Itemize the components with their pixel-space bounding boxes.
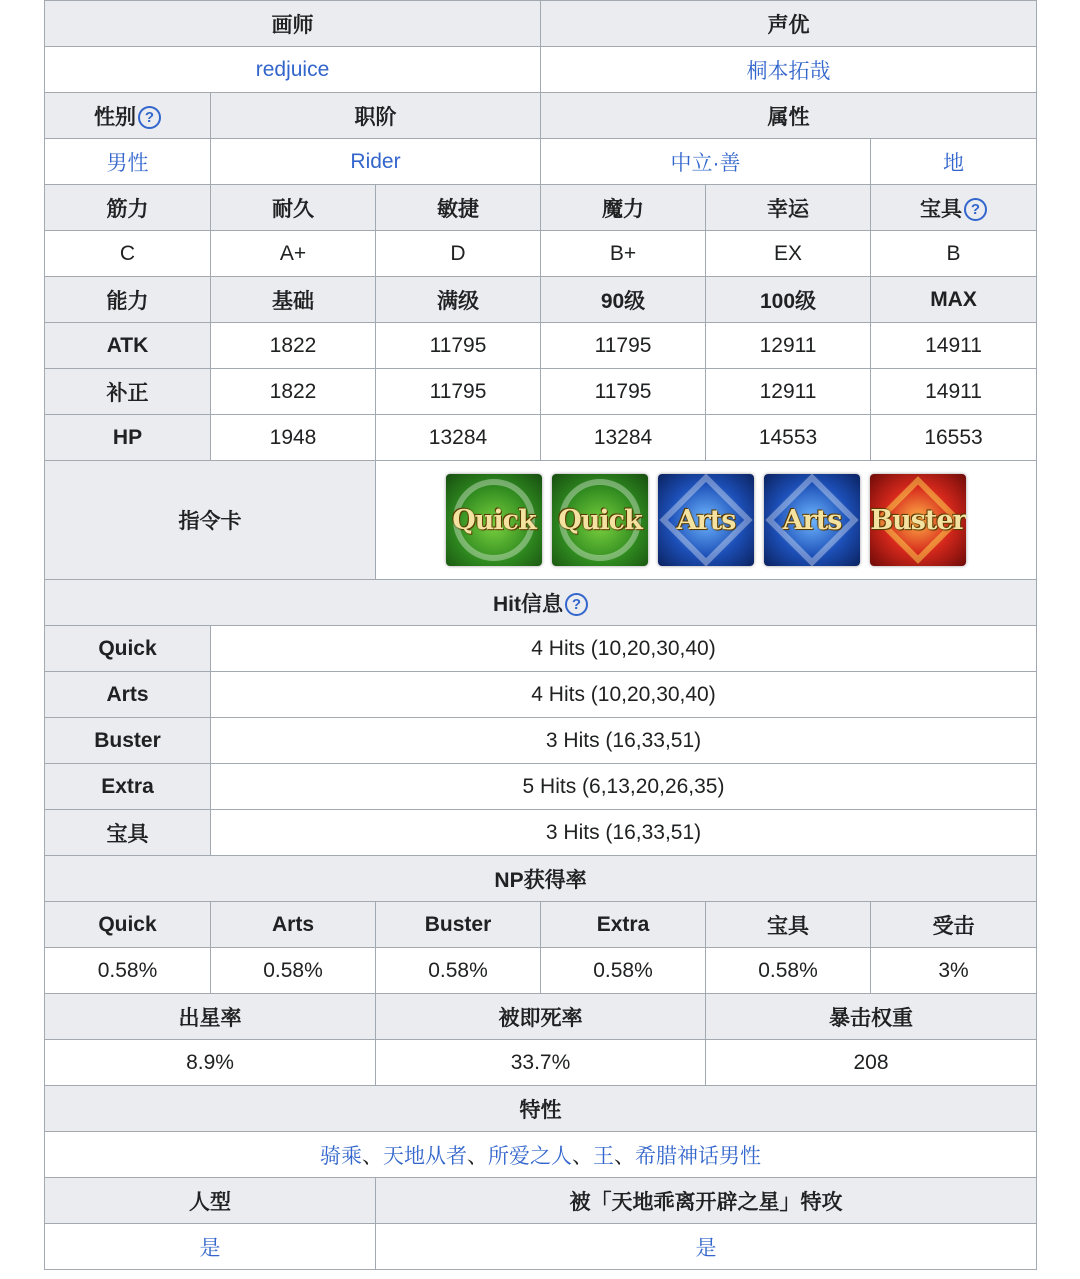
np-value: 0.58% [211,948,376,994]
hit-row [45,672,1037,718]
np-value: 0.58% [45,948,211,994]
np-rate-header: NP获得率 [45,856,1037,902]
stats-header: 能力 [45,277,211,323]
trait-separator: 、 [572,1144,594,1168]
stats-row-label: ATK [45,323,211,369]
artist-link[interactable]: redjuice [45,47,541,93]
stats-cell: 1948 [211,415,376,461]
star-weight-header: 暴击权重 [706,994,1037,1040]
alignment-link[interactable]: 中立·善 [541,139,871,185]
param-header-mag: 魔力 [541,185,706,231]
stats-cell: 14911 [871,369,1037,415]
death-rate-value: 33.7% [376,1040,706,1086]
param-value: D [376,231,541,277]
card-label: Quick [452,504,536,536]
trait-link[interactable]: 所爱之人 [488,1144,573,1168]
cv-link[interactable]: 桐本拓哉 [541,47,1037,93]
stats-header: 基础 [211,277,376,323]
param-header-np-label: 宝具 [920,197,963,221]
card-label: Arts [676,504,736,536]
stats-row-atk [45,323,1037,369]
stats-cell: 12911 [706,369,871,415]
stats-header: MAX [871,277,1037,323]
stats-cell: 13284 [541,415,706,461]
trait-link[interactable]: 骑乘 [320,1144,363,1168]
help-icon[interactable]: ? [964,198,987,221]
death-rate-header: 被即死率 [376,994,706,1040]
traits-list [45,1132,1037,1178]
stats-cell: 14553 [706,415,871,461]
trait-link[interactable]: 王 [593,1144,615,1168]
class-link[interactable]: Rider [211,139,541,185]
param-value: A+ [211,231,376,277]
stats-row-label: 补正 [45,369,211,415]
hit-row-label: Quick [45,626,211,672]
hit-row-label: Arts [45,672,211,718]
special-attack-header: 被「天地乖离开辟之星」特攻 [376,1178,1037,1224]
hit-row-label: 宝具 [45,810,211,856]
arts-card-icon [764,474,860,566]
help-icon[interactable]: ? [138,106,161,129]
trait-separator: 、 [467,1144,489,1168]
card-label: Buster [870,504,966,536]
param-value: C [45,231,211,277]
param-value: B+ [541,231,706,277]
np-value: 3% [871,948,1037,994]
attribute-link[interactable]: 地 [871,139,1037,185]
stats-header: 90级 [541,277,706,323]
stats-cell: 1822 [211,323,376,369]
hit-row-label: Buster [45,718,211,764]
hit-row [45,718,1037,764]
np-col-header: 宝具 [706,902,871,948]
hit-row-value: 3 Hits (16,33,51) [211,718,1037,764]
card-label: Quick [558,504,642,536]
stats-row-correction [45,369,1037,415]
humanoid-header: 人型 [45,1178,376,1224]
np-col-header: 受击 [871,902,1037,948]
gender-link[interactable]: 男性 [45,139,211,185]
attribute-header: 属性 [541,93,1037,139]
hit-row-value: 5 Hits (6,13,20,26,35) [211,764,1037,810]
stats-cell: 1822 [211,369,376,415]
stats-header: 满级 [376,277,541,323]
hit-row [45,626,1037,672]
trait-separator: 、 [362,1144,384,1168]
command-cards-cell [376,461,1037,580]
gender-header [45,93,211,139]
np-col-header: Extra [541,902,706,948]
stats-row-label: HP [45,415,211,461]
buster-card-icon [870,474,966,566]
param-header-luk: 幸运 [706,185,871,231]
card-label: Arts [782,504,842,536]
star-weight-value: 208 [706,1040,1037,1086]
param-header-str: 筋力 [45,185,211,231]
np-value: 0.58% [541,948,706,994]
stats-cell: 12911 [706,323,871,369]
stats-cell: 13284 [376,415,541,461]
param-header-end: 耐久 [211,185,376,231]
stats-header: 100级 [706,277,871,323]
quick-card-icon [552,474,648,566]
hit-row-value: 3 Hits (16,33,51) [211,810,1037,856]
stats-cell: 16553 [871,415,1037,461]
stats-row-hp [45,415,1037,461]
hit-row [45,810,1037,856]
hit-info-header-label: Hit信息 [493,592,564,616]
humanoid-value-link[interactable]: 是 [45,1224,376,1270]
stats-cell: 11795 [541,323,706,369]
hit-info-header [45,580,1037,626]
param-value: EX [706,231,871,277]
np-col-header: Arts [211,902,376,948]
trait-link[interactable]: 希腊神话男性 [635,1144,762,1168]
hit-row [45,764,1037,810]
servant-info-table [44,0,1037,1270]
stats-cell: 14911 [871,323,1037,369]
class-header: 职阶 [211,93,541,139]
np-value: 0.58% [706,948,871,994]
hit-row-value: 4 Hits (10,20,30,40) [211,626,1037,672]
special-attack-value-link[interactable]: 是 [376,1224,1037,1270]
np-col-header: Buster [376,902,541,948]
param-header-agi: 敏捷 [376,185,541,231]
quick-card-icon [446,474,542,566]
cv-header: 声优 [541,1,1037,47]
hit-row-value: 4 Hits (10,20,30,40) [211,672,1037,718]
help-icon[interactable]: ? [565,593,588,616]
artist-header: 画师 [45,1,541,47]
param-header-np [871,185,1037,231]
star-rate-header: 出星率 [45,994,376,1040]
np-col-header: Quick [45,902,211,948]
star-rate-value: 8.9% [45,1040,376,1086]
param-value: B [871,231,1037,277]
stats-cell: 11795 [541,369,706,415]
hit-row-label: Extra [45,764,211,810]
np-value: 0.58% [376,948,541,994]
stats-cell: 11795 [376,323,541,369]
gender-header-label: 性别 [94,105,136,129]
trait-link[interactable]: 天地从者 [383,1144,468,1168]
command-card-list [376,474,1036,566]
command-card-header: 指令卡 [45,461,376,580]
traits-header: 特性 [45,1086,1037,1132]
stats-cell: 11795 [376,369,541,415]
trait-separator: 、 [614,1144,636,1168]
arts-card-icon [658,474,754,566]
